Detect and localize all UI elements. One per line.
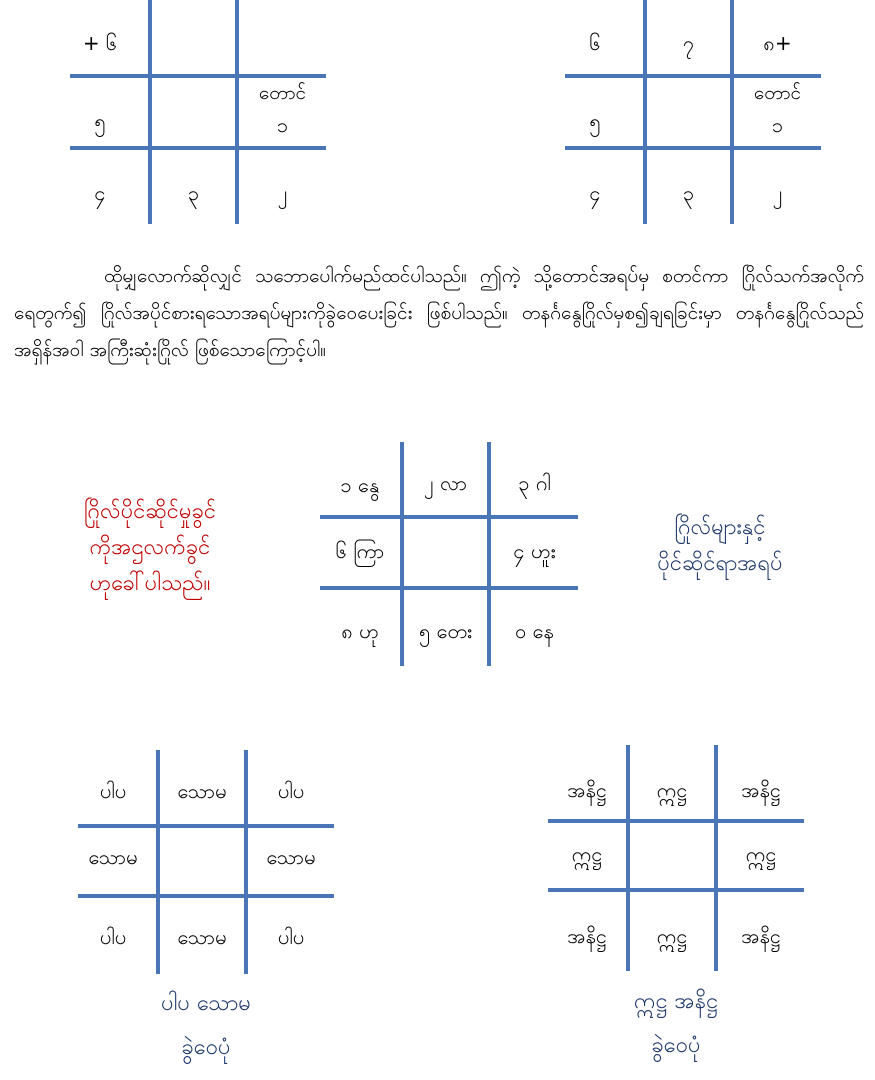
grid-cell: ၄ xyxy=(589,181,601,205)
grid-cell: အနိဋ္ဌ xyxy=(741,924,781,948)
grid-cell xyxy=(630,831,714,881)
grid-cell: + ၆ xyxy=(82,31,118,55)
grid-cell: ၈+ xyxy=(763,31,792,55)
red-note xyxy=(30,494,270,602)
grid-cell xyxy=(647,100,730,146)
grid-cell xyxy=(152,20,235,70)
grid-cell: ၅ တေး xyxy=(418,619,473,643)
grid-2 xyxy=(565,0,821,224)
grid-cell: ၇ xyxy=(682,31,695,55)
red-note-line: ဂြိုလ်ပိုင်ဆိုင်မှုခွင် xyxy=(83,499,217,524)
grid-cell xyxy=(160,834,244,884)
grid-note: တောင် xyxy=(753,82,802,104)
navy-note-line: ဂြိုလ်များနှင့် xyxy=(674,515,766,540)
navy-note-line: ပိုင်ဆိုင်ရာအရပ် xyxy=(657,551,783,576)
grid-cell: အနိဋ္ဌ xyxy=(567,924,607,948)
grid-line xyxy=(548,888,804,892)
grid-cell: ဣဋ္ဌ xyxy=(571,842,603,866)
caption-line: ခွဲဝေပုံ xyxy=(181,1035,231,1060)
grid-cell: သောမ xyxy=(88,845,138,869)
grid-cell: ၈ ဟု xyxy=(341,619,379,643)
grid-cell: သောမ xyxy=(177,925,227,949)
caption-line: ပါပ သောမ xyxy=(161,991,251,1016)
grid-line xyxy=(70,146,326,150)
grid-cell xyxy=(152,100,235,146)
grid-cell: ပါပ xyxy=(99,779,127,803)
grid-line xyxy=(78,894,334,898)
grid-cell: ၁ နွေ xyxy=(340,473,380,497)
grid-cell: ၂ xyxy=(277,181,288,205)
grid-cell xyxy=(239,20,326,70)
grid-note: တောင် xyxy=(258,82,307,104)
navy-note xyxy=(610,510,830,582)
grid-cell: ၅ xyxy=(94,109,106,133)
grid-5-caption xyxy=(548,980,804,1068)
grid-cell: ၂ လာ xyxy=(423,471,468,495)
grid-cell: အနိဋ္ဌ xyxy=(741,778,781,802)
paragraph-text: ထိုမျှလောက်ဆိုလျှင် သဘောပေါက်မည်ထင်ပါသည်။ ဤကဲ့ သို့တောင်အရပ်မှ စတင်ကာ ဂြိုလ်သက်အလိုက်ရေတွက်၍ ဂြိုလ်အပိုင်စားရသောအရပ်များကိုခွဲဝေပေးခြင်း ဖြစ်ပါသည်။ တနင်္ဂနွေဂြိုလ်မှစ၍ချရခြင်းမှာ တနင်္ဂနွေဂြိုလ်သည် အရှိန်အဝါ အကြီးဆုံးဂြိုလ် ဖြစ်သောကြောင့်ပါ။ xyxy=(14,265,864,361)
grid-cell: ၁ xyxy=(276,113,289,137)
red-note-line: ဟုခေါ်ပါသည်။ xyxy=(89,571,211,596)
grid-cell xyxy=(404,528,487,578)
grid-cell: ဣဋ္ဌ xyxy=(656,924,688,948)
grid-1 xyxy=(70,0,326,224)
grid-line xyxy=(548,819,804,823)
grid-3 xyxy=(320,442,578,666)
red-note-line: ကိုအဌလက်ခွင် xyxy=(89,535,211,560)
grid-cell: ၃ xyxy=(682,181,695,205)
caption-line: ဣဋ္ဌ အနိဋ္ဌ xyxy=(633,989,719,1014)
grid-4-caption xyxy=(78,982,334,1070)
grid-4 xyxy=(78,750,334,974)
grid-cell: ၃ xyxy=(187,181,200,205)
grid-cell: သောမ xyxy=(177,779,227,803)
grid-cell: ပါပ xyxy=(277,779,305,803)
grid-cell: ဣဋ္ဌ xyxy=(745,842,777,866)
grid-line xyxy=(320,515,578,519)
caption-line: ခွဲဝေပုံ xyxy=(651,1033,701,1058)
grid-line xyxy=(565,146,821,150)
grid-cell: ၂ xyxy=(772,181,783,205)
grid-cell: ဣဋ္ဌ xyxy=(656,778,688,802)
grid-cell: ၄ ဟူး xyxy=(513,539,556,563)
grid-line xyxy=(320,586,578,590)
grid-cell: ပါပ xyxy=(99,925,127,949)
grid-cell: ၁ xyxy=(771,113,784,137)
grid-5 xyxy=(548,745,804,971)
grid-line xyxy=(78,824,334,828)
grid-cell: သောမ xyxy=(266,845,316,869)
grid-cell: ၃ ဂါ xyxy=(518,471,551,495)
grid-cell: ၆ xyxy=(589,31,601,55)
grid-cell: ပါပ xyxy=(277,925,305,949)
grid-cell: အနိဋ္ဌ xyxy=(567,778,607,802)
body-paragraph xyxy=(14,258,864,369)
grid-cell: ၄ xyxy=(94,181,106,205)
grid-cell: ၆ ကြာ xyxy=(335,539,385,563)
grid-cell: ၀ နေ xyxy=(515,619,554,643)
grid-cell: ၅ xyxy=(589,109,601,133)
